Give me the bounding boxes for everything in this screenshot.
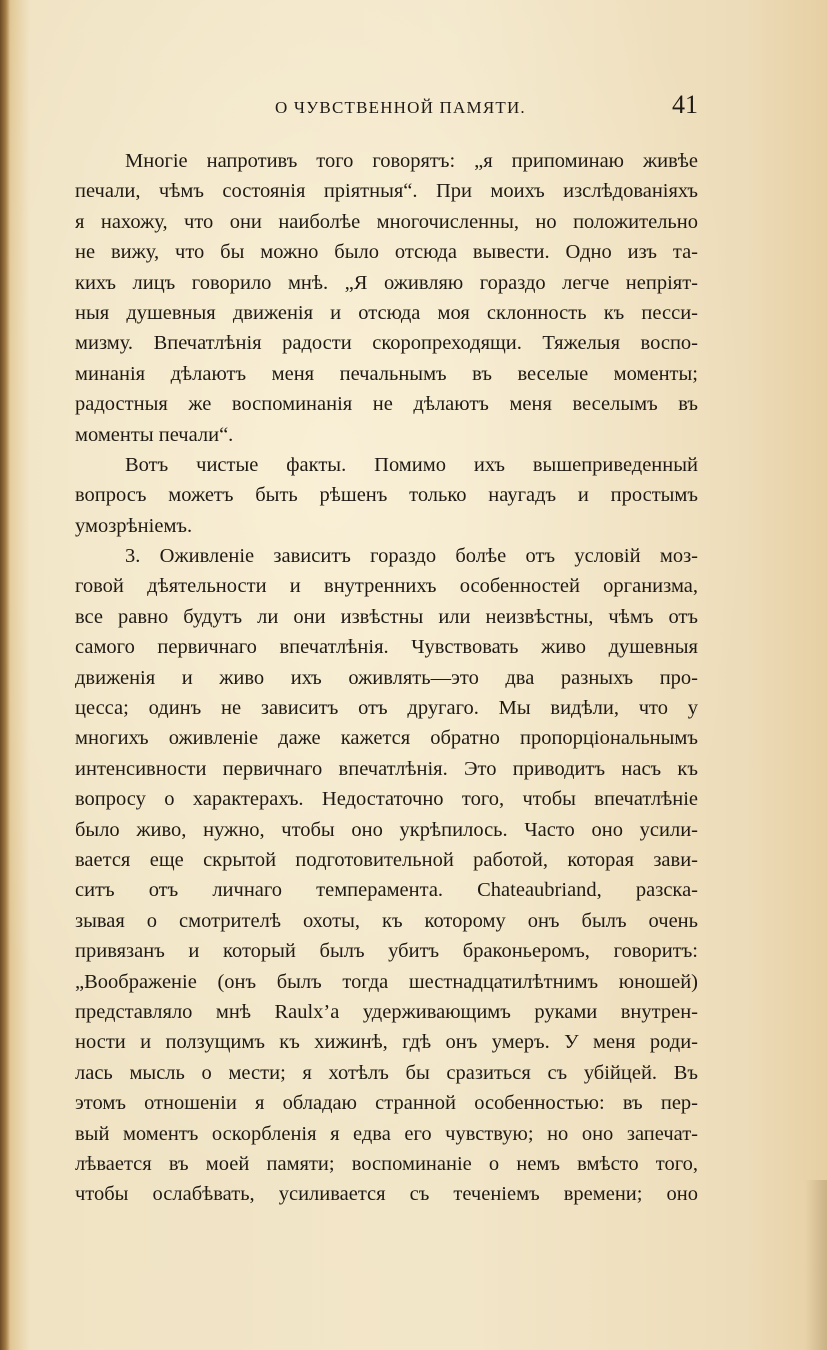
text-line: Многіе напротивъ того говорятъ: „я припоминаю живѣе (125, 150, 698, 172)
text-line: самого первичнаго впечатлѣнія. Чувствовать живо душевныя (75, 636, 698, 659)
text-line: кихъ лицъ говорило мнѣ. „Я оживляю гораздо легче непріят- (75, 271, 698, 294)
text-line: я нахожу, что они наиболѣе многочисленны, но положительно (75, 210, 698, 233)
text-line: мизму. Впечатлѣнія радости скоропреходящи. Тяжелыя воспо- (75, 332, 698, 355)
text-line: ситъ отъ личнаго темперамента. Chateaubriand, разска- (75, 879, 698, 902)
text-line: привязанъ и который былъ убитъ браконьеромъ, говоритъ: (75, 940, 698, 963)
text-line: вопросъ можетъ быть рѣшенъ только наугадъ и простымъ (75, 484, 698, 507)
text-line: было живо, нужно, чтобы оно укрѣпилось. Часто оно усили- (75, 818, 698, 841)
text-line: моменты печали“. (75, 423, 234, 446)
text-line: Вотъ чистые факты. Помимо ихъ вышеприведенный (125, 453, 698, 476)
text-line: этомъ отношеніи я обладаю странной особенностью: въ пер- (75, 1092, 698, 1115)
text-line: лѣвается въ моей памяти; воспоминаніе о немъ вмѣсто того, (75, 1152, 698, 1175)
text-line: цесса; одинъ не зависитъ отъ другаго. Мы видѣли, что у (75, 697, 698, 720)
page-header (75, 88, 698, 128)
text-line: „Воображеніе (онъ былъ тогда шестнадцатилѣтнимъ юношей) (75, 970, 698, 993)
text-line: лась мысль о мести; я хотѣлъ бы сразиться съ убійцей. Въ (75, 1061, 698, 1084)
text-line: вопросу о характерахъ. Недостаточно того, чтобы впечатлѣніе (75, 788, 698, 811)
text-line: 3. Оживленіе зависитъ гораздо болѣе отъ условій моз- (125, 545, 698, 568)
text-line: говой дѣятельности и внутреннихъ особенностей организма, (75, 575, 698, 598)
book-spine-shadow (0, 0, 10, 1350)
body-text (75, 146, 698, 1210)
page-edge-wear (805, 1180, 827, 1350)
text-line: многихъ оживленіе даже кажется обратно пропорціональнымъ (75, 727, 698, 750)
text-line: зывая о смотрителѣ охоты, къ которому онъ былъ очень (75, 909, 698, 932)
text-line: не вижу, что бы можно было отсюда вывести. Одно изъ та- (75, 241, 698, 264)
text-line: умозрѣніемъ. (75, 514, 193, 537)
text-line: радостныя же воспоминанія не дѣлаютъ меня веселымъ въ (75, 393, 698, 416)
text-line: представляло мнѣ Raulx’а удерживающимъ руками внутрен- (75, 1000, 698, 1023)
text-line: вается еще скрытой подготовительной работой, которая зави- (75, 848, 698, 871)
text-line: интенсивности первичнаго впечатлѣнія. Это приводитъ насъ къ (75, 757, 698, 780)
text-line: движенія и живо ихъ оживлять—это два разныхъ про- (75, 666, 698, 689)
page-number: 41 (672, 90, 698, 119)
text-line: все равно будутъ ли они извѣстны или неизвѣстны, чѣмъ отъ (75, 605, 698, 628)
text-line: вый моментъ оскорбленія я едва его чувствую; но оно запечат- (75, 1122, 698, 1145)
text-line: ности и ползущимъ къ хижинѣ, гдѣ онъ умеръ. У меня роди- (75, 1031, 698, 1054)
text-line: минанія дѣлаютъ меня печальнымъ въ веселые моменты; (75, 362, 698, 385)
running-title: О ЧУВСТВЕННОЙ ПАМЯТИ. (275, 98, 526, 117)
text-line: печали, чѣмъ состоянія пріятныя“. При моихъ изслѣдованіяхъ (75, 180, 698, 203)
text-line: чтобы ослабѣвать, усиливается съ теченіемъ времени; оно (75, 1183, 698, 1206)
text-line: ныя душевныя движенія и отсюда моя склонность къ песси- (75, 301, 698, 324)
